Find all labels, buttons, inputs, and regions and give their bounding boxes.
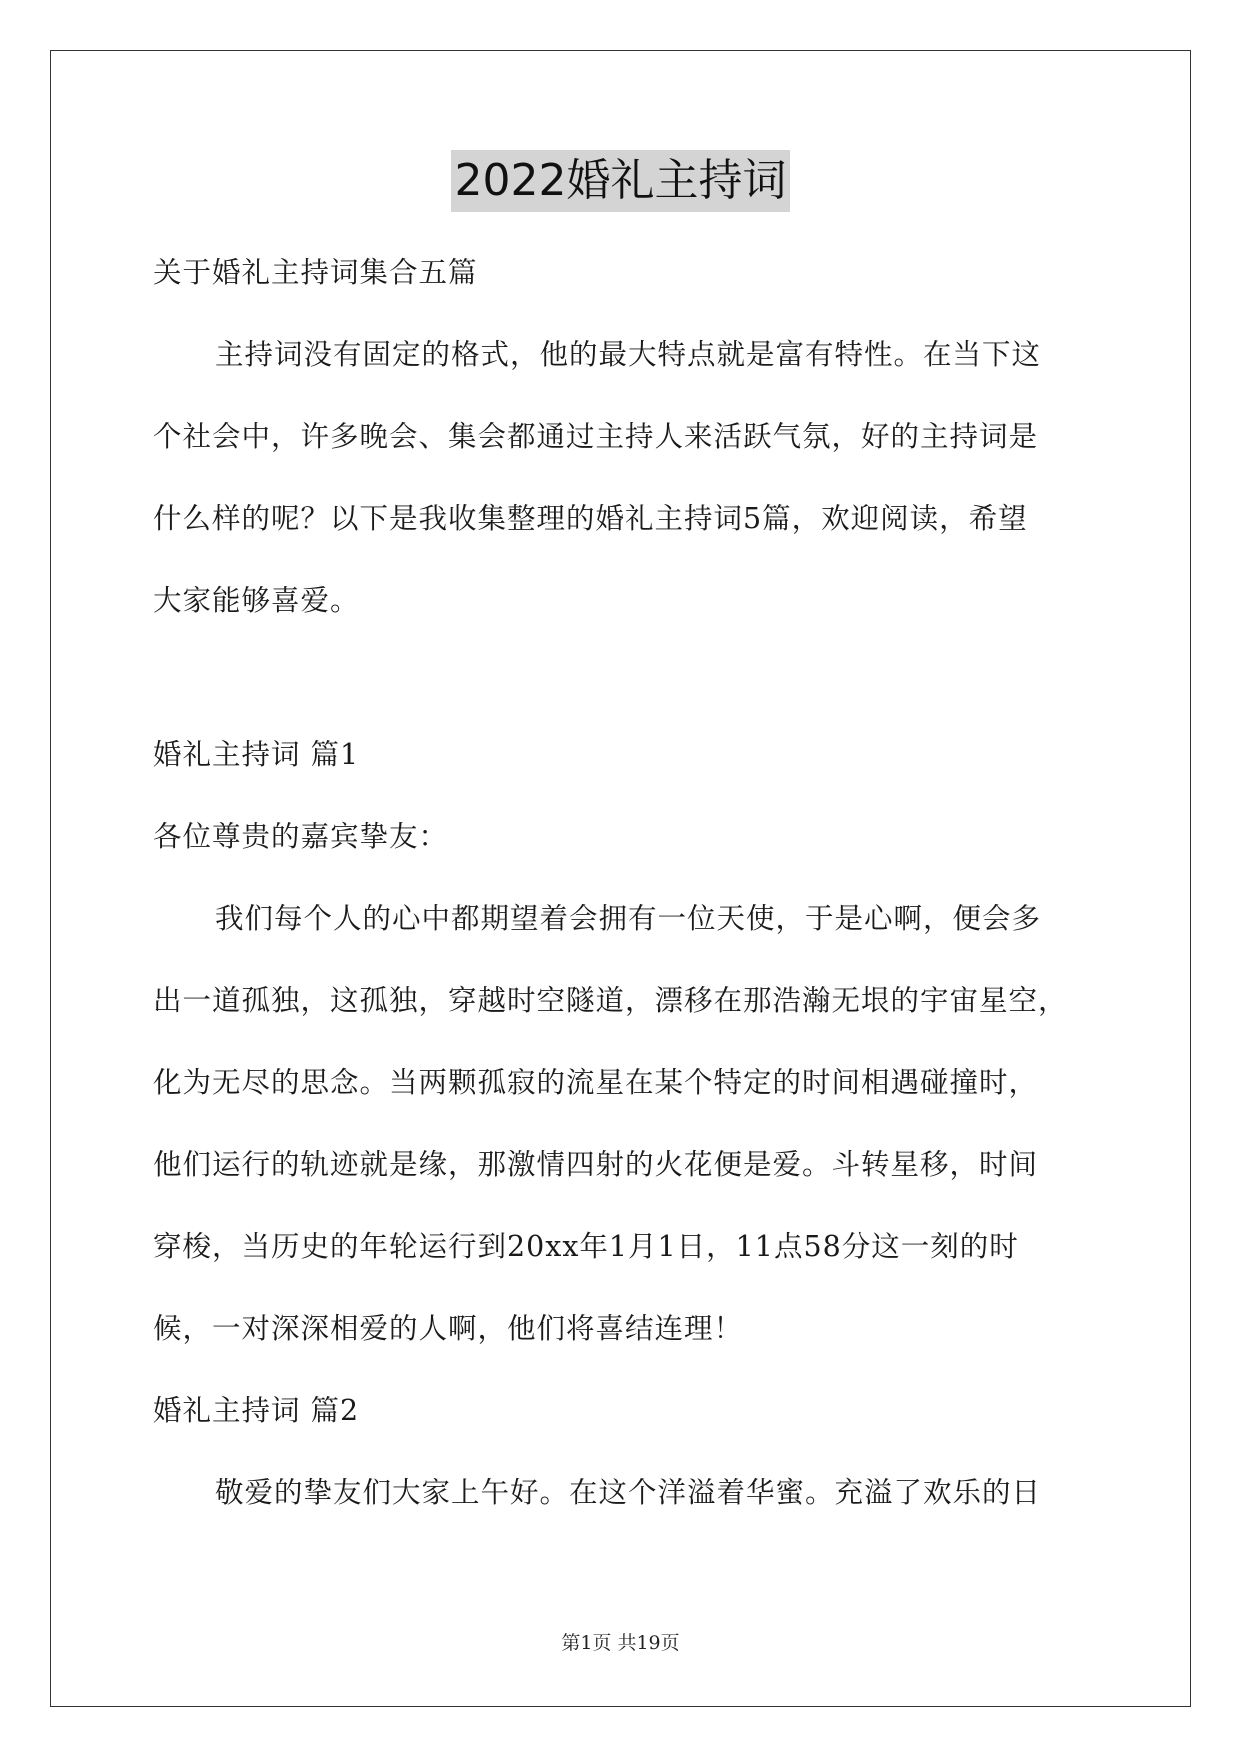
section-spacer (153, 642, 1098, 714)
intro-line-4: 大家能够喜爱。 (153, 584, 360, 617)
page-number-footer: 第1页 共19页 (561, 1632, 680, 1654)
section-1-line-5: 穿梭，当历史的年轮运行到20xx年1月1日，11点58分这一刻的时 (153, 1230, 1019, 1263)
section-1-line-1: 我们每个人的心中都期望着会拥有一位天使，于是心啊，便会多 (215, 902, 1042, 935)
section-2-heading: 婚礼主持词 篇2 (153, 1394, 360, 1427)
title-container (0, 150, 1241, 212)
intro-line-1: 主持词没有固定的格式，他的最大特点就是富有特性。在当下这 (215, 338, 1042, 371)
intro-line-3: 什么样的呢？以下是我收集整理的婚礼主持词5篇，欢迎阅读，希望 (153, 502, 1028, 535)
section-1-line-2: 出一道孤独，这孤独，穿越时空隧道，漂移在那浩瀚无垠的宇宙星空， (153, 984, 1068, 1017)
section-1-line-3: 化为无尽的思念。当两颗孤寂的流星在某个特定的时间相遇碰撞时， (153, 1066, 1039, 1099)
document-body (153, 232, 1098, 1534)
document-title: 2022婚礼主持词 (451, 150, 791, 212)
section-1-salutation: 各位尊贵的嘉宾挚友： (153, 820, 449, 853)
section-1-line-6: 候，一对深深相爱的人啊，他们将喜结连理！ (153, 1312, 744, 1345)
document-subtitle: 关于婚礼主持词集合五篇 (153, 256, 478, 289)
section-2-line-1: 敬爱的挚友们大家上午好。在这个洋溢着华蜜。充溢了欢乐的日 (215, 1476, 1042, 1509)
section-1-line-4: 他们运行的轨迹就是缘，那激情四射的火花便是爱。斗转星移，时间 (153, 1148, 1039, 1181)
section-1-heading: 婚礼主持词 篇1 (153, 738, 360, 771)
intro-line-2: 个社会中，许多晚会、集会都通过主持人来活跃气氛，好的主持词是 (153, 420, 1039, 453)
